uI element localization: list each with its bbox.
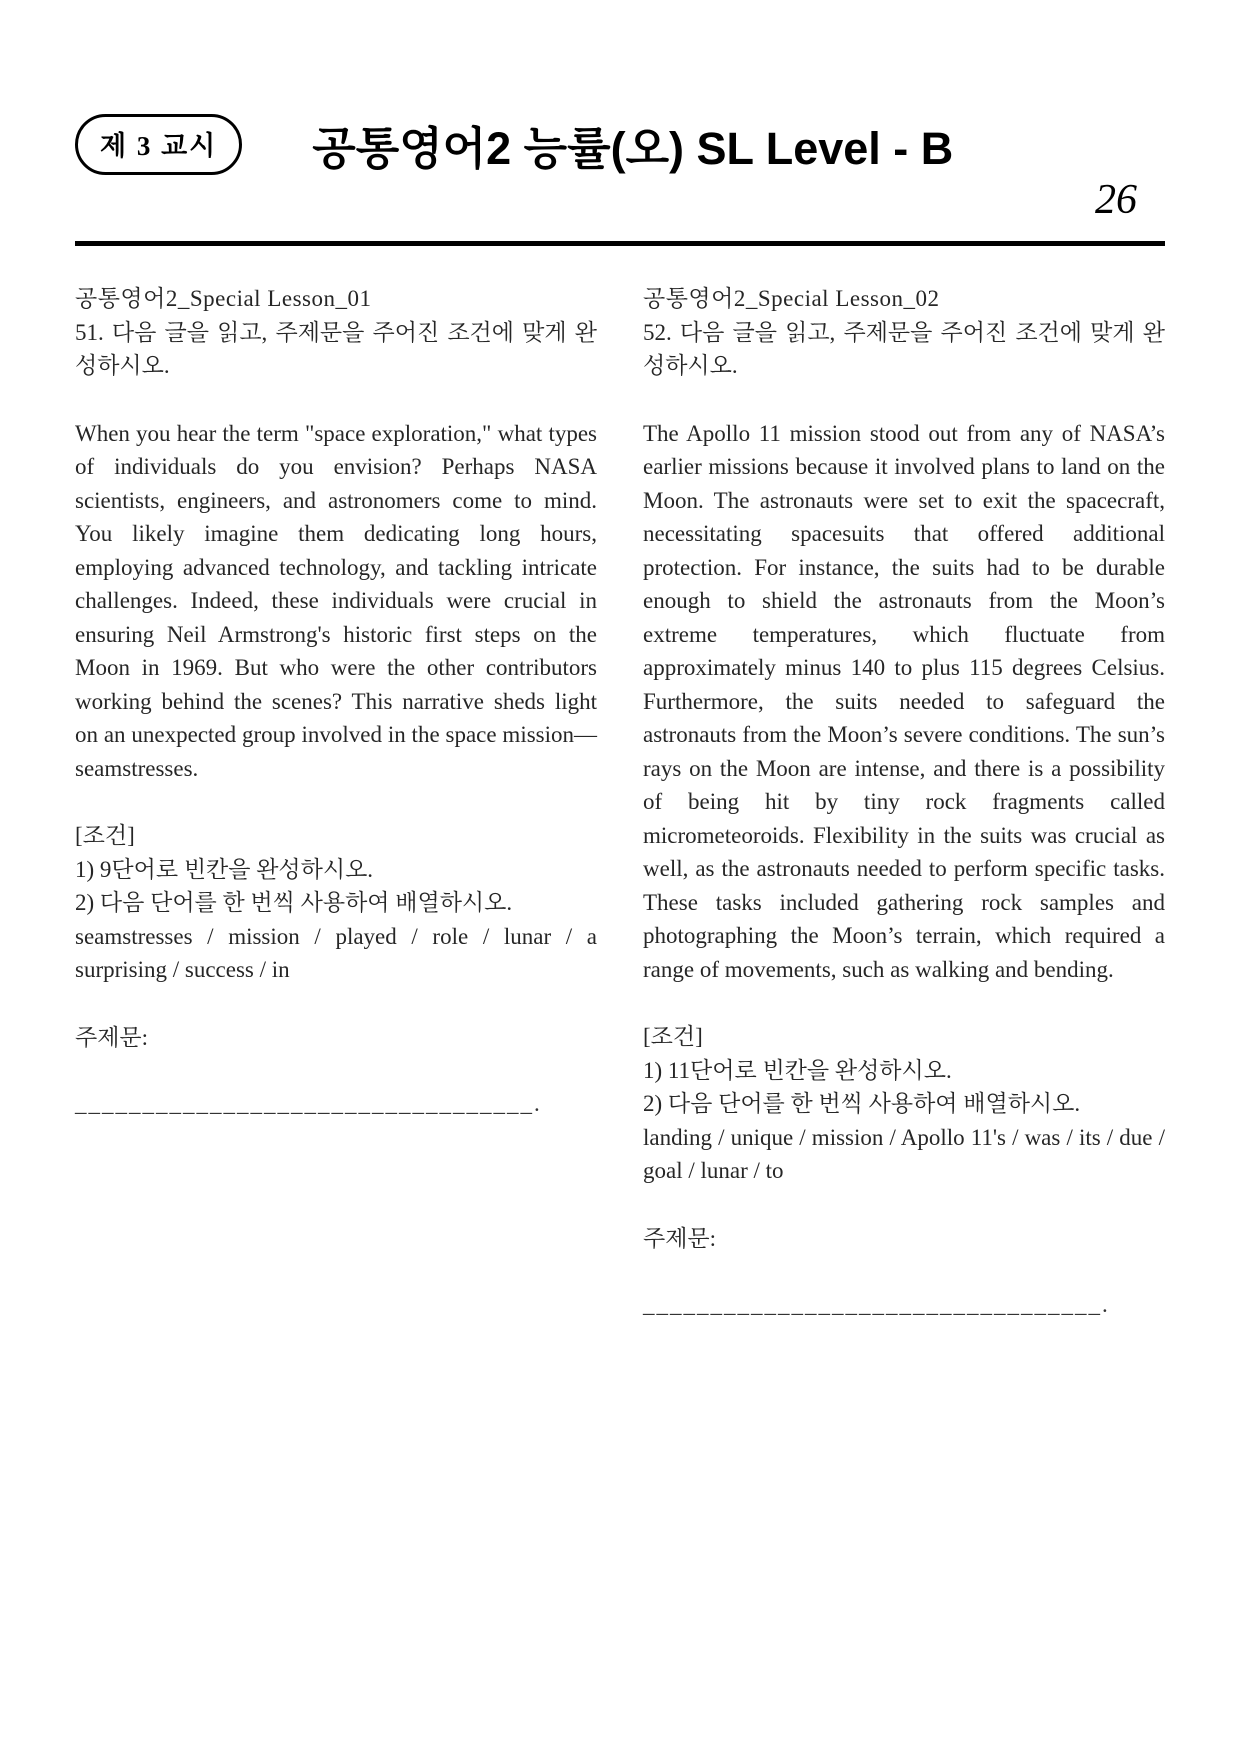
question-prompt: 51. 다음 글을 읽고, 주제문을 주어진 조건에 맞게 완성하시오. [75,319,597,378]
word-bank: landing / unique / mission / Apollo 11's / was / its / due / goal / lunar / to [643,1124,1165,1183]
condition-item: 2) 다음 단어를 한 번씩 사용하여 배열하시오. [643,1091,1081,1116]
question-52-column [643,282,1165,1322]
period-badge: 제 3 교시 [75,114,242,175]
lesson-label: 공통영어2_Special Lesson_01 [75,286,372,311]
condition-header: [조건] [643,1024,703,1049]
condition-item: 1) 9단어로 빈칸을 완성하시오. [75,856,374,882]
page-title: 공통영어2 능률(오) SL Level - B [312,123,954,174]
question-51-column [75,282,597,1322]
answer-label: 주제문: [75,1024,149,1050]
condition-header: [조건] [75,823,135,848]
condition-item: 1) 11단어로 빈칸을 완성하시오. [643,1057,952,1083]
answer-blank-line: __________________________________. [75,1091,542,1116]
answer-blank-line: __________________________________. [643,1292,1110,1317]
reading-passage: When you hear the term "space exploration," what types of individuals do you envision? Perhaps NASA scientists, engineers, and astronomers come to mind. You likely imagine them dedicating long hours, employing advanced technology, and tackling intricate challenges. Indeed, these individuals were crucial in ensuring Neil Armstrong's historic first steps on the Moon in 1969. But who were the other contributors working behind the scenes? This narrative sheds light on an unexpected group involved in the space mission—seamstresses. [75,420,597,781]
condition-item: 2) 다음 단어를 한 번씩 사용하여 배열하시오. [75,890,513,915]
reading-passage: The Apollo 11 mission stood out from any of NASA’s earlier missions because it involved plans to land on the Moon. The astronauts were set to exit the spacecraft, necessitating spacesuits that offered additional protection. For instance, the suits had to be durable enough to shield the astronauts from the Moon’s extreme temperatures, which fluctuate from approximately minus 140 to plus 115 degrees Celsius. Furthermore, the suits needed to safeguard the astronauts from the Moon’s severe conditions. The sun’s rays on the Moon are intense, and there is a possibility of being hit by tiny rock fragments called micrometeoroids. Flexibility in the suits was crucial as well, as the astronauts needed to perform specific tasks. These tasks included gathering rock samples and photographing the Moon’s terrain, which required a range of movements, such as walking and bending. [643,420,1165,982]
header-divider [75,241,1165,246]
answer-label: 주제문: [643,1225,717,1251]
two-column-body [75,282,1165,1322]
page-number: 26 [1095,177,1137,223]
lesson-label: 공통영어2_Special Lesson_02 [643,286,940,311]
question-prompt: 52. 다음 글을 읽고, 주제문을 주어진 조건에 맞게 완성하시오. [643,319,1165,378]
page-header [75,112,1165,177]
word-bank: seamstresses / mission / played / role / lunar / a surprising / success / in [75,923,597,982]
